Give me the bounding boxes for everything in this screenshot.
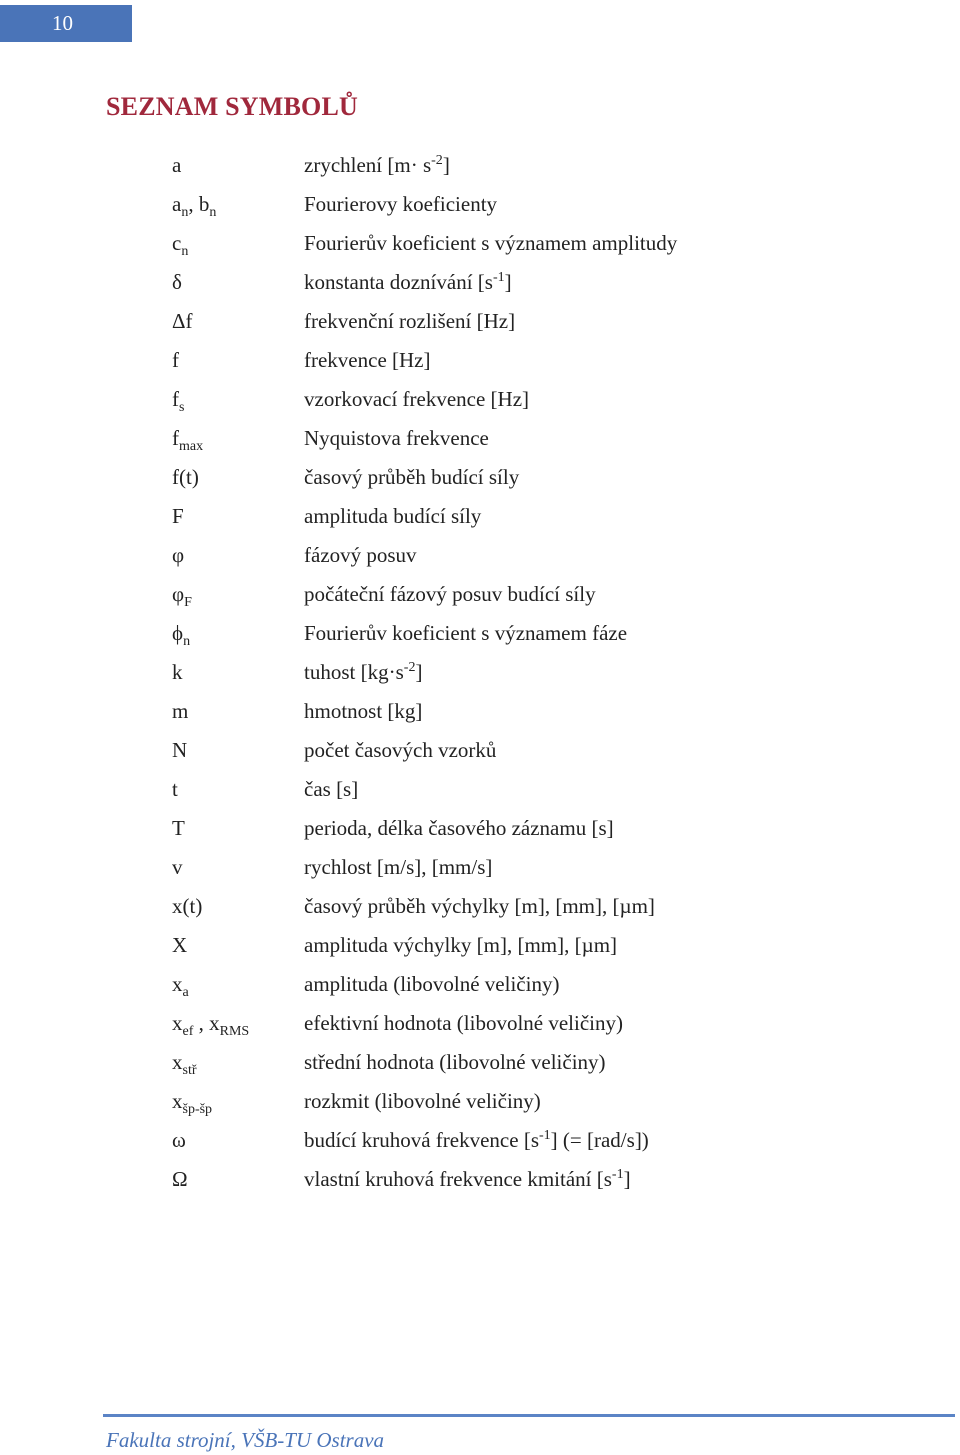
symbol-row xyxy=(172,1121,892,1160)
symbol-row xyxy=(172,692,892,731)
symbol-description xyxy=(304,1052,606,1073)
symbol xyxy=(172,662,304,683)
description-text: časový průběh výchylky [m], [mm], [µm] xyxy=(304,894,655,918)
symbol-description xyxy=(304,740,496,761)
symbol-base: φ xyxy=(172,582,185,606)
description-text: rychlost [m/s], [mm/s] xyxy=(304,855,493,879)
symbol-base: X xyxy=(172,933,188,957)
symbol-row xyxy=(172,497,892,536)
description-text: amplituda výchylky [m], [mm], [µm] xyxy=(304,933,618,957)
description-dot: · xyxy=(410,153,418,177)
symbol-row xyxy=(172,458,892,497)
description-text: počáteční fázový posuv budící síly xyxy=(304,582,596,606)
symbol-description xyxy=(304,272,512,293)
description-text: střední hodnota (libovolné veličiny) xyxy=(304,1050,606,1074)
description-text: amplituda (libovolné veličiny) xyxy=(304,972,560,996)
description-superscript: -2 xyxy=(403,660,416,675)
symbol-row xyxy=(172,1043,892,1082)
symbol-base: ω xyxy=(172,1128,186,1152)
symbol-description xyxy=(304,779,358,800)
description-text: frekvenční rozlišení [Hz] xyxy=(304,309,516,333)
description-text: frekvence [Hz] xyxy=(304,348,431,372)
symbol-description xyxy=(304,1013,623,1034)
symbol xyxy=(172,1130,304,1151)
symbol xyxy=(172,935,304,956)
symbol-base: v xyxy=(172,855,183,879)
symbol-subscript: ef xyxy=(182,1024,194,1039)
symbol-description xyxy=(304,857,492,878)
symbol-base: a xyxy=(172,192,182,216)
description-text: Fourierův koeficient s významem amplitudy xyxy=(304,231,678,255)
symbol-base: x xyxy=(172,1011,183,1035)
symbol-base: m xyxy=(172,699,189,723)
symbol-row xyxy=(172,770,892,809)
description-text: fázový posuv xyxy=(304,543,417,567)
page-number: 10 xyxy=(52,11,73,35)
symbol xyxy=(172,621,304,649)
footer-divider xyxy=(103,1414,955,1417)
symbol xyxy=(172,272,304,293)
symbol-description xyxy=(304,974,559,995)
symbol xyxy=(172,155,304,176)
symbol xyxy=(172,231,304,259)
symbol-description xyxy=(304,233,677,254)
symbol-description xyxy=(304,545,417,566)
symbol xyxy=(172,545,304,566)
symbol-row xyxy=(172,380,892,419)
symbol xyxy=(172,1050,304,1078)
description-text: počet časových vzorků xyxy=(304,738,497,762)
symbol-row xyxy=(172,185,892,224)
symbol-base: Δf xyxy=(172,309,193,333)
description-superscript: -2 xyxy=(431,153,443,168)
description-text-end: ] xyxy=(442,153,450,177)
symbol-subscript: n xyxy=(181,205,189,220)
description-text-end: ] (= [rad/s]) xyxy=(550,1128,649,1152)
symbol-subscript: F xyxy=(184,595,192,610)
symbol-description xyxy=(304,389,529,410)
symbol-row xyxy=(172,887,892,926)
description-text: zrychlení [m xyxy=(304,153,411,177)
symbol-subscript: n xyxy=(183,634,191,649)
symbol-row xyxy=(172,263,892,302)
description-text: rozkmit (libovolné veličiny) xyxy=(304,1089,541,1113)
symbol-description xyxy=(304,350,431,371)
symbol-row xyxy=(172,1004,892,1043)
symbol-base: f xyxy=(172,348,179,372)
description-text-end: ] xyxy=(504,270,512,294)
description-text: amplituda budící síly xyxy=(304,504,482,528)
symbol xyxy=(172,387,304,415)
symbol xyxy=(172,857,304,878)
symbol-subscript: stř xyxy=(182,1063,197,1078)
symbol xyxy=(172,972,304,1000)
symbol-row xyxy=(172,575,892,614)
symbol-description xyxy=(304,1130,649,1151)
symbol-row xyxy=(172,146,892,185)
symbol xyxy=(172,506,304,527)
page-number-tab xyxy=(0,5,132,42)
symbol-base: x(t) xyxy=(172,894,203,918)
symbol xyxy=(172,701,304,722)
symbol-row xyxy=(172,926,892,965)
symbol-subscript: s xyxy=(179,400,185,415)
symbol-base: a xyxy=(172,153,182,177)
description-text: Fourierův koeficient s významem fáze xyxy=(304,621,628,645)
symbol-row xyxy=(172,731,892,770)
symbol-base: T xyxy=(172,816,185,840)
symbol-description xyxy=(304,701,422,722)
description-dot: · xyxy=(388,660,396,684)
symbol xyxy=(172,426,304,454)
symbol-row xyxy=(172,302,892,341)
symbol xyxy=(172,582,304,610)
symbol-row xyxy=(172,1160,892,1199)
description-text: konstanta doznívání [s xyxy=(304,270,493,294)
symbol-base: Ω xyxy=(172,1167,188,1191)
footer-text: Fakulta strojní, VŠB-TU Ostrava xyxy=(106,1428,385,1452)
symbol-description xyxy=(304,194,497,215)
symbol-description xyxy=(304,896,655,917)
page-title: SEZNAM SYMBOLŮ xyxy=(106,92,358,121)
symbol xyxy=(172,779,304,800)
description-text: perioda, délka časového záznamu [s] xyxy=(304,816,614,840)
description-text: čas [s] xyxy=(304,777,359,801)
symbol-base-2: , b xyxy=(188,192,210,216)
description-text-end: ] xyxy=(623,1167,631,1191)
description-superscript: -1 xyxy=(611,1167,624,1182)
symbol-base: t xyxy=(172,777,178,801)
symbol-row xyxy=(172,614,892,653)
symbol xyxy=(172,350,304,371)
symbol-base: f xyxy=(172,387,179,411)
description-text-tail: s xyxy=(417,153,432,177)
symbol-list xyxy=(172,146,892,1199)
symbol-row xyxy=(172,965,892,1004)
symbol-row xyxy=(172,809,892,848)
symbol-base: F xyxy=(172,504,184,528)
symbol-description xyxy=(304,662,422,683)
symbol xyxy=(172,467,304,488)
symbol-row xyxy=(172,419,892,458)
symbol-base-2: , x xyxy=(193,1011,220,1035)
symbol-base: φ xyxy=(172,543,185,567)
symbol-base: δ xyxy=(172,270,182,294)
symbol-base: ϕ xyxy=(172,621,184,645)
symbol-subscript: a xyxy=(182,985,189,1000)
symbol-description xyxy=(304,506,481,527)
symbol-base: c xyxy=(172,231,182,255)
symbol-description xyxy=(304,935,617,956)
symbol-row xyxy=(172,1082,892,1121)
description-text: efektivní hodnota (libovolné veličiny) xyxy=(304,1011,623,1035)
symbol xyxy=(172,1169,304,1190)
symbol-description xyxy=(304,584,596,605)
description-text: vzorkovací frekvence [Hz] xyxy=(304,387,530,411)
symbol-subscript: n xyxy=(181,244,189,259)
symbol-subscript: max xyxy=(179,439,204,454)
symbol-description xyxy=(304,311,515,332)
symbol xyxy=(172,740,304,761)
symbol-row xyxy=(172,848,892,887)
symbol-description xyxy=(304,818,614,839)
description-text: Fourierovy koeficienty xyxy=(304,192,498,216)
symbol-row xyxy=(172,536,892,575)
description-text: Nyquistova frekvence xyxy=(304,426,489,450)
description-text-end: ] xyxy=(415,660,423,684)
symbol-base: x xyxy=(172,972,183,996)
symbol-base: f xyxy=(172,426,179,450)
description-text: vlastní kruhová frekvence kmitání [s xyxy=(304,1167,612,1191)
symbol-base: f(t) xyxy=(172,465,199,489)
description-superscript: -1 xyxy=(539,1128,551,1143)
description-text: budící kruhová frekvence [s xyxy=(304,1128,539,1152)
symbol xyxy=(172,311,304,332)
symbol xyxy=(172,818,304,839)
symbol-description xyxy=(304,1091,541,1112)
symbol-row xyxy=(172,653,892,692)
symbol xyxy=(172,896,304,917)
description-text: hmotnost [kg] xyxy=(304,699,423,723)
description-text: tuhost [kg xyxy=(304,660,389,684)
symbol-description xyxy=(304,1169,631,1190)
symbol-description xyxy=(304,467,519,488)
symbol-base: x xyxy=(172,1089,183,1113)
symbol-base: k xyxy=(172,660,183,684)
symbol-subscript-2: n xyxy=(209,205,217,220)
symbol-base: N xyxy=(172,738,188,762)
symbol-row xyxy=(172,341,892,380)
description-text-tail: s xyxy=(395,660,404,684)
description-superscript: -1 xyxy=(492,270,505,285)
symbol xyxy=(172,1011,304,1039)
symbol-subscript-2: RMS xyxy=(219,1024,250,1039)
symbol-subscript: šp-šp xyxy=(182,1102,213,1117)
symbol xyxy=(172,192,304,220)
symbol-description xyxy=(304,428,489,449)
symbol-row xyxy=(172,224,892,263)
symbol-description xyxy=(304,155,450,176)
description-text: časový průběh budící síly xyxy=(304,465,520,489)
symbol-description xyxy=(304,623,627,644)
symbol-base: x xyxy=(172,1050,183,1074)
symbol xyxy=(172,1089,304,1117)
